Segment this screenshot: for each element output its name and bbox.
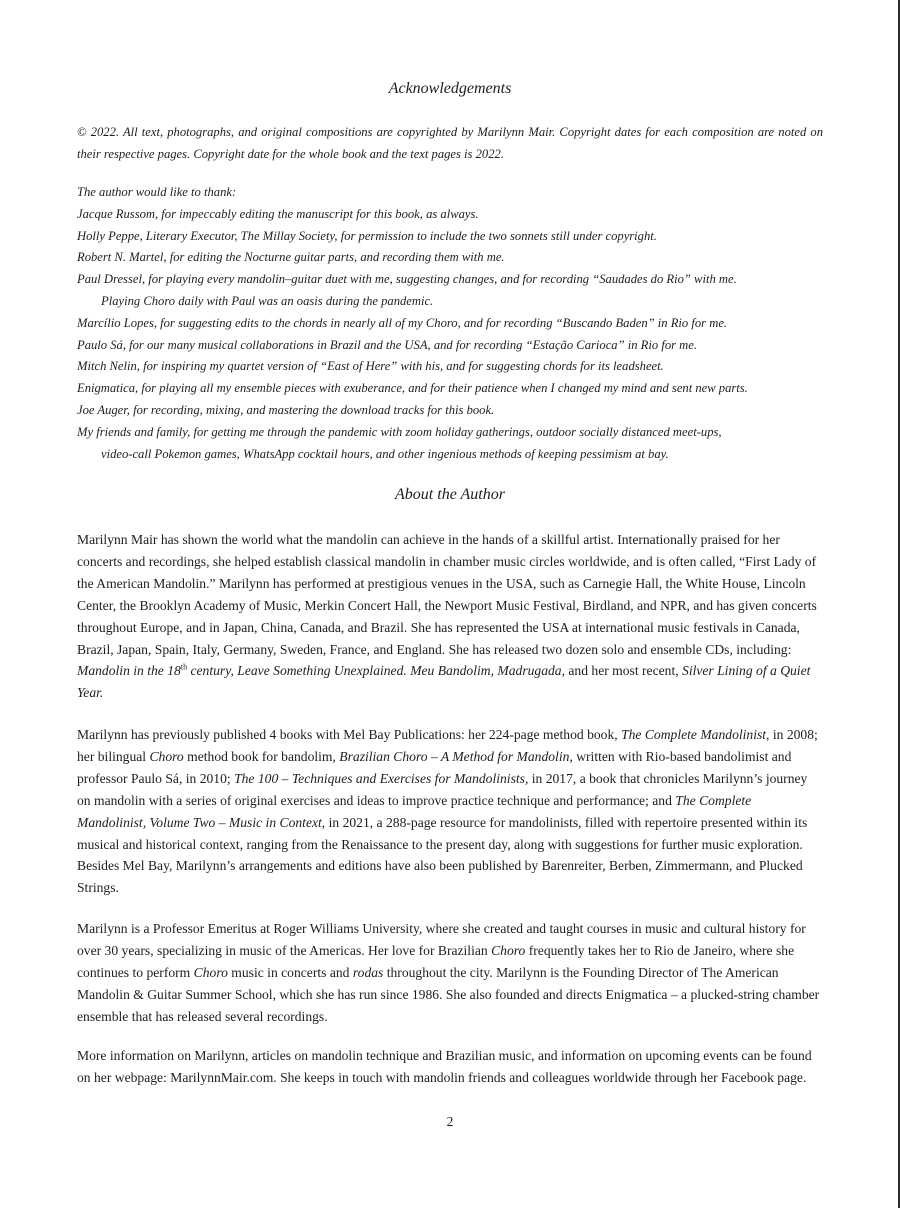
bio-text: More information on Marilynn, articles on mandolin technique and Brazilian music, and information on upcoming events can be found on her webpage: MarilynnMair.com. She keeps in touch with mandolin friends and colleagues worldwide through her Facebook page. — [77, 1048, 812, 1085]
thanks-line-continuation: Playing Choro daily with Paul was an oasis during the pandemic. — [101, 293, 434, 308]
bio-text: frequently takes her to Rio de Janeiro, where she continues to perform — [77, 942, 795, 980]
bio-text: and her most recent, — [565, 663, 683, 679]
thanks-intro: The author would like to thank: — [77, 185, 237, 199]
thanks-line: Robert N. Martel, for editing the Nocturne guitar parts, and recording them with me. — [77, 250, 505, 265]
thanks-line: Paul Dressel, for playing every mandolin–guitar duet with me, suggesting changes, and for recording “Saudades do Rio” with me. — [77, 272, 737, 287]
thanks-line: My friends and family, for getting me through the pandemic with zoom holiday gatherings, outdoor socially distanced meet-ups, — [77, 424, 722, 439]
page-number: 2 — [446, 1114, 454, 1129]
genre-term: rodas — [352, 964, 384, 980]
genre-term: Choro — [149, 748, 184, 764]
bio-text: in 2008; her bilingual — [77, 727, 818, 764]
acknowledgements-heading: Acknowledgements — [388, 80, 512, 97]
bio-text: throughout the city. Marilynn is the Founding Director of The American Mandolin & Guitar Summer School, which she has run since 1986. She also founded and directs Enigmatica – a plucked-string chamber ensemble that has released several recordings. — [77, 964, 820, 1024]
book-title: Brazilian Choro – A Method for Mandolin, — [339, 748, 573, 764]
bio-text: written with Rio-based bandolimist and professor Paulo Sá, in 2010; — [77, 748, 792, 786]
bio-text: music in concerts and — [227, 964, 353, 980]
thanks-line: Holly Peppe, Literary Executor, The Millay Society, for permission to include the two sonnets still under copyright. — [77, 228, 657, 243]
bio-paragraph-1 — [77, 529, 823, 704]
about-author-heading: About the Author — [395, 486, 505, 503]
book-title: The Complete Mandolinist, Volume Two – Music in Context, — [77, 792, 752, 830]
thanks-line: Marcílio Lopes, for suggesting edits to the chords in nearly all of my Choro, and for recording “Buscando Baden” in Rio for me. — [77, 315, 728, 330]
thanks-line: Joe Auger, for recording, mixing, and mastering the download tracks for this book. — [77, 402, 495, 417]
genre-term: Choro — [491, 942, 526, 958]
bio-text: Marilynn is a Professor Emeritus at Roger Williams University, where she created and taught courses in music and cultural history for over 30 years, specializing in music of the Americas. Her love for Brazilian — [77, 921, 806, 958]
bio-text: in 2021, a 288-page resource for mandolinists, filled with repertoire presented within its musical and historical context, ranging from the Renaissance to the present day, along with suggestions for further music exploration. Besides Mel Bay, Marilynn’s arrangements and editions have also been published by Barenreiter, Berben, Zimmermann, and Plucked Strings. — [77, 814, 808, 896]
book-title: The Complete Mandolinist, — [621, 727, 770, 742]
thanks-list — [77, 182, 823, 465]
bio-paragraph-2 — [77, 724, 823, 899]
bio-text: method book for bandolim, — [183, 748, 340, 764]
thanks-line-continuation: video-call Pokemon games, WhatsApp cocktail hours, and other ingenious methods of keeping pessimism at bay. — [101, 446, 669, 461]
bio-paragraph-4 — [77, 1045, 823, 1089]
genre-term: Choro — [193, 964, 228, 980]
album-title: Silver Lining of a Quiet Year. — [77, 663, 811, 701]
bio-text: Marilynn Mair has shown the world what the mandolin can achieve in the hands of a skillful artist. Internationally praised for her concerts and recordings, she helped establish classical mandolin in chamber music circles worldwide, and is often called, “First Lady of the American Mandolin.” Marilynn has performed at prestigious venues in the USA, such as Carnegie Hall, the White House, Lincoln Center, the Brooklyn Academy of Music, Merkin Concert Hall, the Newport Music Festival, Birdland, and NPR, and has given concerts throughout Europe, and in Japan, China, Canada, and Brazil. She has represented the USA at international music festivals in Canada, Brazil, Japan, Spain, Italy, Germany, Sweden, France, and England. She has released two dozen solo and ensemble CDs, including: — [77, 532, 817, 657]
bio-text: in 2017, a book that chronicles Marilynn’s journey on mandolin with a series of original exercises and ideas to improve practice technique and performance; and — [77, 770, 808, 808]
ordinal-suffix: th — [180, 662, 188, 672]
bio-paragraph-3 — [77, 918, 823, 1028]
album-title: Mandolin in the 18 — [77, 663, 181, 679]
album-titles: century, Leave Something Unexplained. Meu Bandolim, Madrugada, — [190, 663, 565, 679]
thanks-line: Mitch Nelin, for inspiring my quartet version of “East of Here” with his, and for suggesting chords for its leadsheet. — [77, 359, 664, 374]
book-title: The 100 – Techniques and Exercises for Mandolinists, — [234, 770, 529, 786]
copyright-notice: © 2022. All text, photographs, and original compositions are copyrighted by Marilynn Mair. Copyright dates for each composition are noted on their respective pages. Copyright date for the whole book and the text pages is 2022. — [77, 125, 823, 161]
thanks-line: Jacque Russom, for impeccably editing the manuscript for this book, as always. — [77, 206, 479, 221]
bio-text: Marilynn has previously published 4 books with Mel Bay Publications: her 224-page method book, — [77, 727, 622, 742]
thanks-line: Enigmatica, for playing all my ensemble pieces with exuberance, and for their patience when I changed my mind and sent new parts. — [77, 381, 748, 396]
thanks-line: Paulo Sá, for our many musical collaborations in Brazil and the USA, and for recording “Estação Carioca” in Rio for me. — [77, 337, 697, 352]
